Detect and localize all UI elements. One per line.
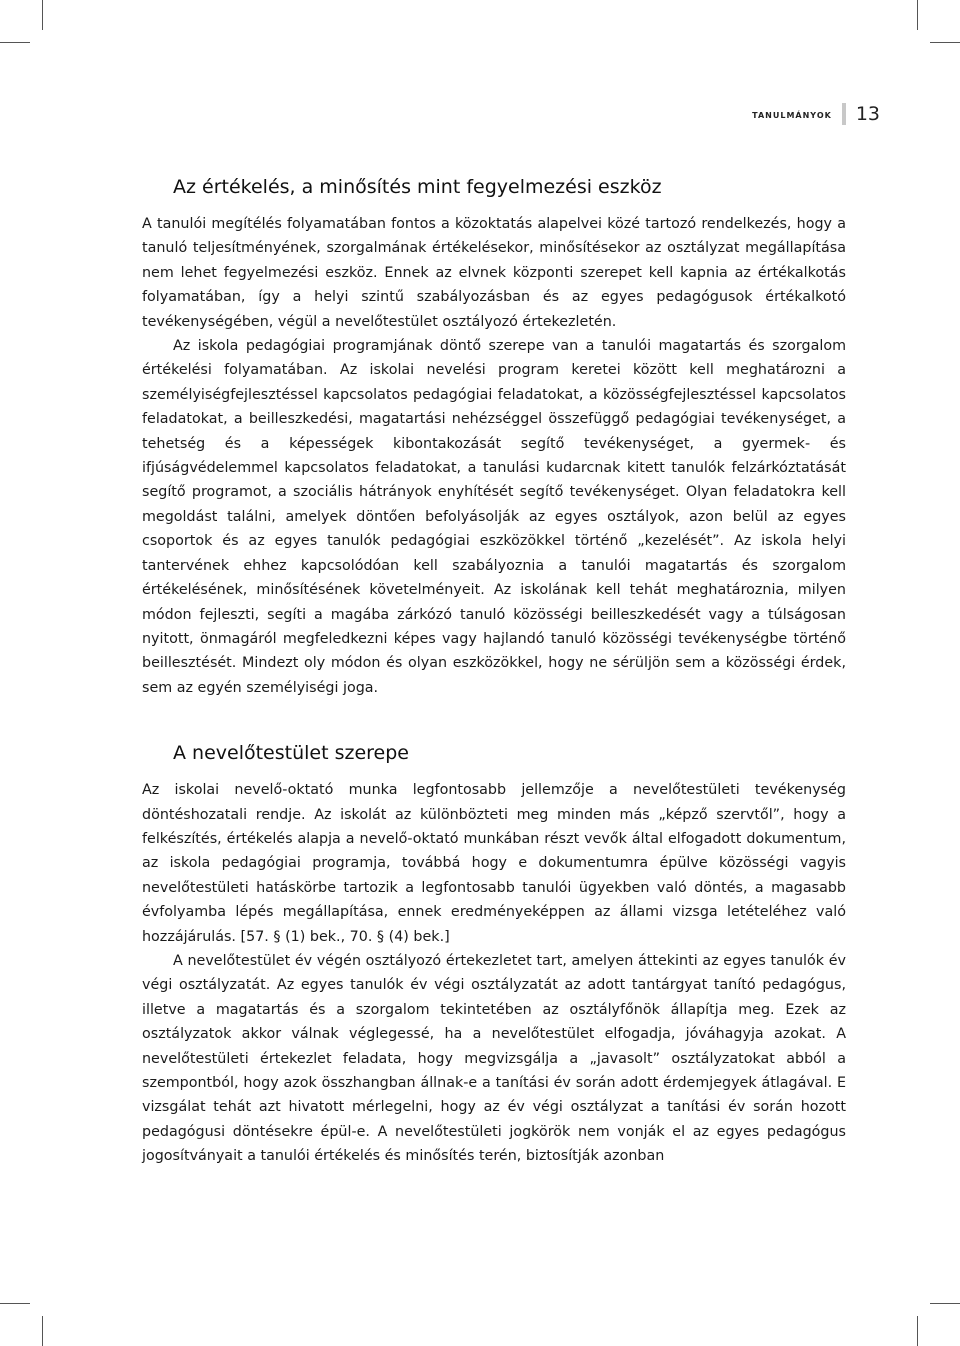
crop-mark-bottom-right bbox=[917, 1316, 918, 1346]
crop-mark-bottom-left-h bbox=[0, 1303, 30, 1304]
crop-mark-top-left bbox=[42, 0, 43, 30]
section2-paragraph-2: A nevelőtestület év végén osztályozó értekezletet tart, amelyen áttekinti az egyes tanulók év végi osztályzatát. Az egyes tanulók év végi osztályzatát az adott tantárgyat tanító pedagógus, illetve a magatartás és a szorgalom tekintetében az osztályfőnök állapítja meg. Ezek az osztályzatok akkor válnak véglegessé, ha a nevelőtestület elfogadja, jóváhagyja azokat. A nevelőtestületi értekezlet feladata, hogy megvizsgálja a „javasolt” osztályzatokat abból a szempontból, hogy azok összhangban állnak-e a tanítási év során adott érdemjegyek átlagával. E vizsgálat tehát azt hivatott mérlegelni, hogy az év végi osztályzat a tanítási év során hozott pedagógusi döntésekre épül-e. A nevelőtestületi jogkörök nem vonják el az egyes pedagógus jogosítványait a tanulói értékelés és minősítés terén, biztosítják azonban bbox=[142, 952, 846, 1165]
running-head bbox=[700, 102, 880, 126]
crop-mark-top-right-h bbox=[930, 42, 960, 43]
section1-paragraph-1: A tanulói megítélés folyamatában fontos a közoktatás alapelvei közé tartozó rendelkezés, hogy a tanuló teljesítményének, szorgalmának értékelésekor, minősítésekor az osztályzat megállapítása nem lehet fegyelmezési eszköz. Ennek az elvnek központi szerepet kell kapnia az értékalkotás folyamatában, így a helyi szintű szabályozásban és az egyes pedagógusok értékalkotó tevékenységében, végül a nevelőtestület osztályozó értekezletén. bbox=[142, 216, 846, 330]
crop-mark-top-left-h bbox=[0, 42, 30, 43]
crop-mark-bottom-left bbox=[42, 1316, 43, 1346]
running-head-section: tanulmányok bbox=[752, 107, 832, 121]
crop-mark-bottom-right-h bbox=[930, 1303, 960, 1304]
section1-title: Az értékelés, a minősítés mint fegyelmezési eszköz bbox=[173, 176, 662, 198]
crop-mark-top-right bbox=[917, 0, 918, 30]
section2-title: A nevelőtestület szerepe bbox=[173, 742, 409, 765]
section1-paragraph-2: Az iskola pedagógiai programjának döntő szerepe van a tanulói magatartás és szorgalom értékelési folyamatában. Az iskolai nevelési program keretei között kell meghatározni a személyiségfejlesztéssel kapcsolatos pedagógiai feladatokat, a közösségfejlesztéssel kapcsolatos feladatokat, a beilleszkedési, magatartási nehézséggel összefüggő pedagógiai tevékenységet, a tehetség és a képességek kibontakozását segítő tevékenységet, a gyermek- és ifjúságvédelemmel kapcsolatos feladatokat, a tanulási kudarcnak kitett tanulók felzárkóztatását segítő programot, a szociális hátrányok enyhítését segítő tevékenységet. Olyan feladatokra kell megoldást találni, amelyek döntően befolyásolják az egyes osztályok, azon belül az egyes csoportok és az egyes tanulók pedagógiai eszközökkel történő „kezelését”. Az iskola helyi tantervének ehhez kapcsolódóan kell szabályoznia a tanulói magatartás és szorgalom értékelésének, minősítésének követelményeit. Az iskolának kell tehát meghatároznia, milyen módon fejleszti, segíti a magába zárkózó tanuló közösségi beilleszkedését vagy a túlságosan nyitott, önmagáról megfeledkezni képes vagy hajlandó tanuló közösségi tevékenységbe történő beillesztését. Mindezt oly módon és olyan eszközökkel, hogy ne sérüljön sem a közösségi érdek, sem az egyén személyiségi joga. bbox=[142, 338, 846, 696]
section2-paragraph-1: Az iskolai nevelő-oktató munka legfontosabb jellemzője a nevelőtestületi tevékenység döntéshozatali rendje. Az iskolát az különbözteti meg minden más „képző szervtől”, hogy a felkészítés, értékelés alapja a nevelő-oktató munkában részt vevők által elfogadott dokumentum, az iskola pedagógiai programja, továbbá hogy e dokumentumra épülve közösségi vagyis nevelőtestületi hatáskörbe tartozik a legfontosabb tanulói ügyekben való döntés, a magasabb évfolyamba lépés megállapítása, ennek eredményeképpen az állami vizsga letételéhez való hozzájárulás. [57. § (1) bek., 70. § (4) bek.] bbox=[142, 782, 846, 945]
page-body bbox=[142, 170, 846, 1169]
running-head-divider bbox=[842, 103, 846, 125]
page-number: 13 bbox=[855, 103, 880, 125]
